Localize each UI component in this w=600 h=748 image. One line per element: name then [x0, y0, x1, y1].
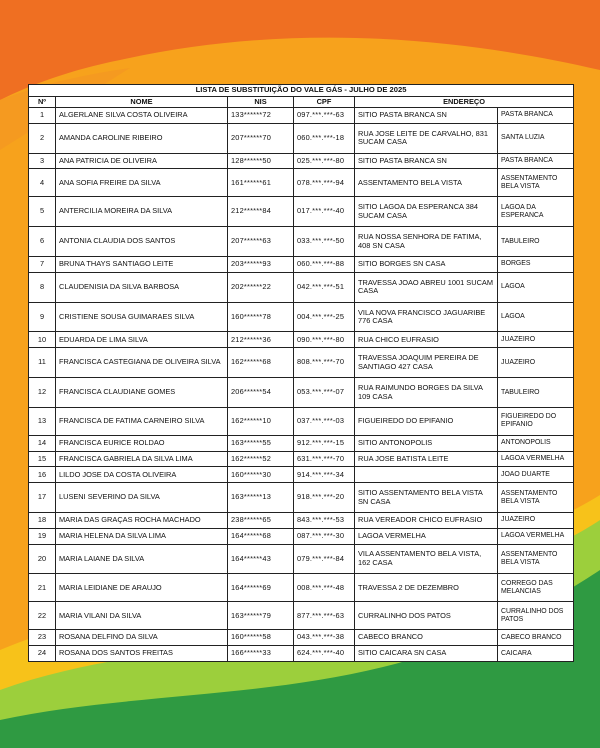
- row-nis: 206******54: [228, 378, 294, 408]
- row-name: MARIA VILANI DA SILVA: [56, 602, 228, 630]
- row-locality: PASTA BRANCA: [498, 153, 574, 169]
- row-nis: 163******13: [228, 483, 294, 513]
- row-cpf: 043.***.***-38: [294, 630, 355, 646]
- table-row: [29, 257, 574, 273]
- row-nis: 160******78: [228, 302, 294, 332]
- row-number: 16: [29, 467, 56, 483]
- row-address: [355, 467, 498, 483]
- row-name: ANTONIA CLAUDIA DOS SANTOS: [56, 227, 228, 257]
- row-locality: ANTONOPOLIS: [498, 435, 574, 451]
- row-name: ANA PATRICIA DE OLIVEIRA: [56, 153, 228, 169]
- row-address: TRAVESSA JOAQUIM PEREIRA DE SANTIAGO 427 CASA: [355, 348, 498, 378]
- row-cpf: 004.***.***-25: [294, 302, 355, 332]
- row-number: 4: [29, 169, 56, 197]
- row-name: CLAUDENISIA DA SILVA BARBOSA: [56, 272, 228, 302]
- row-nis: 164******68: [228, 528, 294, 544]
- row-cpf: 097.***.***-63: [294, 108, 355, 124]
- row-locality: TABULEIRO: [498, 227, 574, 257]
- row-nis: 212******84: [228, 197, 294, 227]
- row-address: SITIO PASTA BRANCA SN: [355, 153, 498, 169]
- row-nis: 203******93: [228, 257, 294, 273]
- table-row: [29, 435, 574, 451]
- row-number: 7: [29, 257, 56, 273]
- row-address: TRAVESSA JOAO ABREU 1001 SUCAM CASA: [355, 272, 498, 302]
- row-locality: PASTA BRANCA: [498, 108, 574, 124]
- row-number: 3: [29, 153, 56, 169]
- row-name: AMANDA CAROLINE RIBEIRO: [56, 123, 228, 153]
- header-endereco: ENDEREÇO: [355, 97, 574, 108]
- row-number: 8: [29, 272, 56, 302]
- row-name: MARIA DAS GRAÇAS ROCHA MACHADO: [56, 513, 228, 529]
- table-row: [29, 123, 574, 153]
- row-cpf: 808.***.***-70: [294, 348, 355, 378]
- row-locality: ASSENTAMENTO BELA VISTA: [498, 483, 574, 513]
- row-cpf: 060.***.***-18: [294, 123, 355, 153]
- row-number: 22: [29, 602, 56, 630]
- row-address: RUA JOSE LEITE DE CARVALHO, 831 SUCAM CASA: [355, 123, 498, 153]
- row-address: CABECO BRANCO: [355, 630, 498, 646]
- row-name: FRANCISCA EURICE ROLDAO: [56, 435, 228, 451]
- table-row: [29, 169, 574, 197]
- row-nis: 162******10: [228, 407, 294, 435]
- row-locality: JUAZEIRO: [498, 348, 574, 378]
- table-row: [29, 378, 574, 408]
- row-address: VILA ASSENTAMENTO BELA VISTA, 162 CASA: [355, 544, 498, 574]
- row-nis: 162******68: [228, 348, 294, 378]
- row-number: 15: [29, 451, 56, 467]
- row-address: SITIO LAGOA DA ESPERANCA 384 SUCAM CASA: [355, 197, 498, 227]
- header-cpf: CPF: [294, 97, 355, 108]
- row-nis: 160******30: [228, 467, 294, 483]
- table-row: [29, 467, 574, 483]
- row-nis: 207******70: [228, 123, 294, 153]
- table-body: [29, 108, 574, 662]
- header-nis: NIS: [228, 97, 294, 108]
- row-address: SITIO CAICARA SN CASA: [355, 645, 498, 661]
- row-cpf: 090.***.***-80: [294, 332, 355, 348]
- row-cpf: 843.***.***-53: [294, 513, 355, 529]
- row-nis: 202******22: [228, 272, 294, 302]
- row-nis: 161******61: [228, 169, 294, 197]
- row-nis: 207******63: [228, 227, 294, 257]
- row-address: ASSENTAMENTO BELA VISTA: [355, 169, 498, 197]
- table-row: [29, 513, 574, 529]
- row-locality: ASSENTAMENTO BELA VISTA: [498, 544, 574, 574]
- row-locality: BORGES: [498, 257, 574, 273]
- row-nis: 164******43: [228, 544, 294, 574]
- table-row: [29, 227, 574, 257]
- row-address: TRAVESSA 2 DE DEZEMBRO: [355, 574, 498, 602]
- row-name: ROSANA DELFINO DA SILVA: [56, 630, 228, 646]
- row-name: CRISTIENE SOUSA GUIMARAES SILVA: [56, 302, 228, 332]
- row-number: 18: [29, 513, 56, 529]
- substitution-list-sheet: [28, 84, 573, 662]
- table-row: [29, 108, 574, 124]
- row-nis: 128******50: [228, 153, 294, 169]
- row-nis: 212******36: [228, 332, 294, 348]
- table-row: [29, 153, 574, 169]
- row-name: FRANCISCA CLAUDIANE GOMES: [56, 378, 228, 408]
- row-nis: 162******52: [228, 451, 294, 467]
- table-row: [29, 407, 574, 435]
- table-row: [29, 602, 574, 630]
- row-address: SITIO ASSENTAMENTO BELA VISTA SN CASA: [355, 483, 498, 513]
- table-row: [29, 348, 574, 378]
- row-address: FIGUEIREDO DO EPIFANIO: [355, 407, 498, 435]
- row-name: FRANCISCA CASTEGIANA DE OLIVEIRA SILVA: [56, 348, 228, 378]
- row-name: MARIA HELENA DA SILVA LIMA: [56, 528, 228, 544]
- row-number: 9: [29, 302, 56, 332]
- row-address: SITIO BORGES SN CASA: [355, 257, 498, 273]
- row-number: 1: [29, 108, 56, 124]
- table-row: [29, 544, 574, 574]
- row-number: 23: [29, 630, 56, 646]
- row-locality: JUAZEIRO: [498, 332, 574, 348]
- row-name: MARIA LAIANE DA SILVA: [56, 544, 228, 574]
- row-locality: SANTA LUZIA: [498, 123, 574, 153]
- row-name: ALGERLANE SILVA COSTA OLIVEIRA: [56, 108, 228, 124]
- row-number: 17: [29, 483, 56, 513]
- header-nome: NOME: [56, 97, 228, 108]
- row-cpf: 037.***.***-03: [294, 407, 355, 435]
- row-number: 11: [29, 348, 56, 378]
- row-nis: 133******72: [228, 108, 294, 124]
- row-name: MARIA LEIDIANE DE ARAUJO: [56, 574, 228, 602]
- row-cpf: 053.***.***-07: [294, 378, 355, 408]
- row-cpf: 914.***.***-34: [294, 467, 355, 483]
- row-locality: CABECO BRANCO: [498, 630, 574, 646]
- substitution-table: [28, 84, 574, 662]
- row-locality: LAGOA DA ESPERANCA: [498, 197, 574, 227]
- row-name: EDUARDA DE LIMA SILVA: [56, 332, 228, 348]
- row-address: SITIO PASTA BRANCA SN: [355, 108, 498, 124]
- row-address: SITIO ANTONOPOLIS: [355, 435, 498, 451]
- row-address: CURRALINHO DOS PATOS: [355, 602, 498, 630]
- row-cpf: 078.***.***-94: [294, 169, 355, 197]
- row-cpf: 918.***.***-20: [294, 483, 355, 513]
- row-cpf: 042.***.***-51: [294, 272, 355, 302]
- row-name: ROSANA DOS SANTOS FREITAS: [56, 645, 228, 661]
- row-locality: LAGOA VERMELHA: [498, 451, 574, 467]
- row-number: 14: [29, 435, 56, 451]
- table-row: [29, 630, 574, 646]
- row-address: RUA VEREADOR CHICO EUFRASIO: [355, 513, 498, 529]
- table-row: [29, 528, 574, 544]
- row-number: 6: [29, 227, 56, 257]
- row-number: 12: [29, 378, 56, 408]
- table-row: [29, 574, 574, 602]
- row-cpf: 624.***.***-40: [294, 645, 355, 661]
- row-cpf: 631.***.***-70: [294, 451, 355, 467]
- table-row: [29, 483, 574, 513]
- row-locality: ASSENTAMENTO BELA VISTA: [498, 169, 574, 197]
- row-address: RUA RAIMUNDO BORGES DA SILVA 109 CASA: [355, 378, 498, 408]
- row-address: RUA JOSE BATISTA LEITE: [355, 451, 498, 467]
- row-cpf: 079.***.***-84: [294, 544, 355, 574]
- row-number: 2: [29, 123, 56, 153]
- row-nis: 238******65: [228, 513, 294, 529]
- row-locality: CAICARA: [498, 645, 574, 661]
- table-row: [29, 272, 574, 302]
- row-locality: LAGOA: [498, 302, 574, 332]
- row-name: ANTERCILIA MOREIRA DA SILVA: [56, 197, 228, 227]
- row-address: LAGOA VERMELHA: [355, 528, 498, 544]
- row-cpf: 877.***.***-63: [294, 602, 355, 630]
- row-name: BRUNA THAYS SANTIAGO LEITE: [56, 257, 228, 273]
- table-row: [29, 451, 574, 467]
- row-cpf: 025.***.***-80: [294, 153, 355, 169]
- row-locality: LAGOA VERMELHA: [498, 528, 574, 544]
- row-name: ANA SOFIA FREIRE DA SILVA: [56, 169, 228, 197]
- row-locality: LAGOA: [498, 272, 574, 302]
- header-num: Nº: [29, 97, 56, 108]
- row-number: 19: [29, 528, 56, 544]
- table-row: [29, 197, 574, 227]
- row-nis: 163******79: [228, 602, 294, 630]
- table-title: LISTA DE SUBSTITUIÇÃO DO VALE GÁS - JULHO DE 2025: [29, 85, 574, 97]
- row-name: LUSENI SEVERINO DA SILVA: [56, 483, 228, 513]
- row-cpf: 087.***.***-30: [294, 528, 355, 544]
- row-locality: CURRALINHO DOS PATOS: [498, 602, 574, 630]
- row-cpf: 017.***.***-40: [294, 197, 355, 227]
- table-title-row: [29, 85, 574, 97]
- row-locality: FIGUEIREDO DO EPIFANIO: [498, 407, 574, 435]
- row-address: RUA NOSSA SENHORA DE FATIMA, 408 SN CASA: [355, 227, 498, 257]
- table-row: [29, 332, 574, 348]
- row-name: FRANCISCA DE FATIMA CARNEIRO SILVA: [56, 407, 228, 435]
- row-address: VILA NOVA FRANCISCO JAGUARIBE 776 CASA: [355, 302, 498, 332]
- row-locality: CORREGO DAS MELANCIAS: [498, 574, 574, 602]
- row-cpf: 912.***.***-15: [294, 435, 355, 451]
- row-locality: TABULEIRO: [498, 378, 574, 408]
- row-number: 5: [29, 197, 56, 227]
- row-name: LILDO JOSE DA COSTA OLIVEIRA: [56, 467, 228, 483]
- row-nis: 163******55: [228, 435, 294, 451]
- row-nis: 166******33: [228, 645, 294, 661]
- row-cpf: 008.***.***-48: [294, 574, 355, 602]
- row-nis: 164******69: [228, 574, 294, 602]
- row-locality: JUAZEIRO: [498, 513, 574, 529]
- row-number: 21: [29, 574, 56, 602]
- row-cpf: 060.***.***-88: [294, 257, 355, 273]
- row-name: FRANCISCA GABRIELA DA SILVA LIMA: [56, 451, 228, 467]
- row-address: RUA CHICO EUFRASIO: [355, 332, 498, 348]
- table-row: [29, 302, 574, 332]
- row-locality: JOAO DUARTE: [498, 467, 574, 483]
- table-header-row: [29, 97, 574, 108]
- row-nis: 160******58: [228, 630, 294, 646]
- row-number: 24: [29, 645, 56, 661]
- row-number: 10: [29, 332, 56, 348]
- row-number: 13: [29, 407, 56, 435]
- row-cpf: 033.***.***-50: [294, 227, 355, 257]
- row-number: 20: [29, 544, 56, 574]
- table-row: [29, 645, 574, 661]
